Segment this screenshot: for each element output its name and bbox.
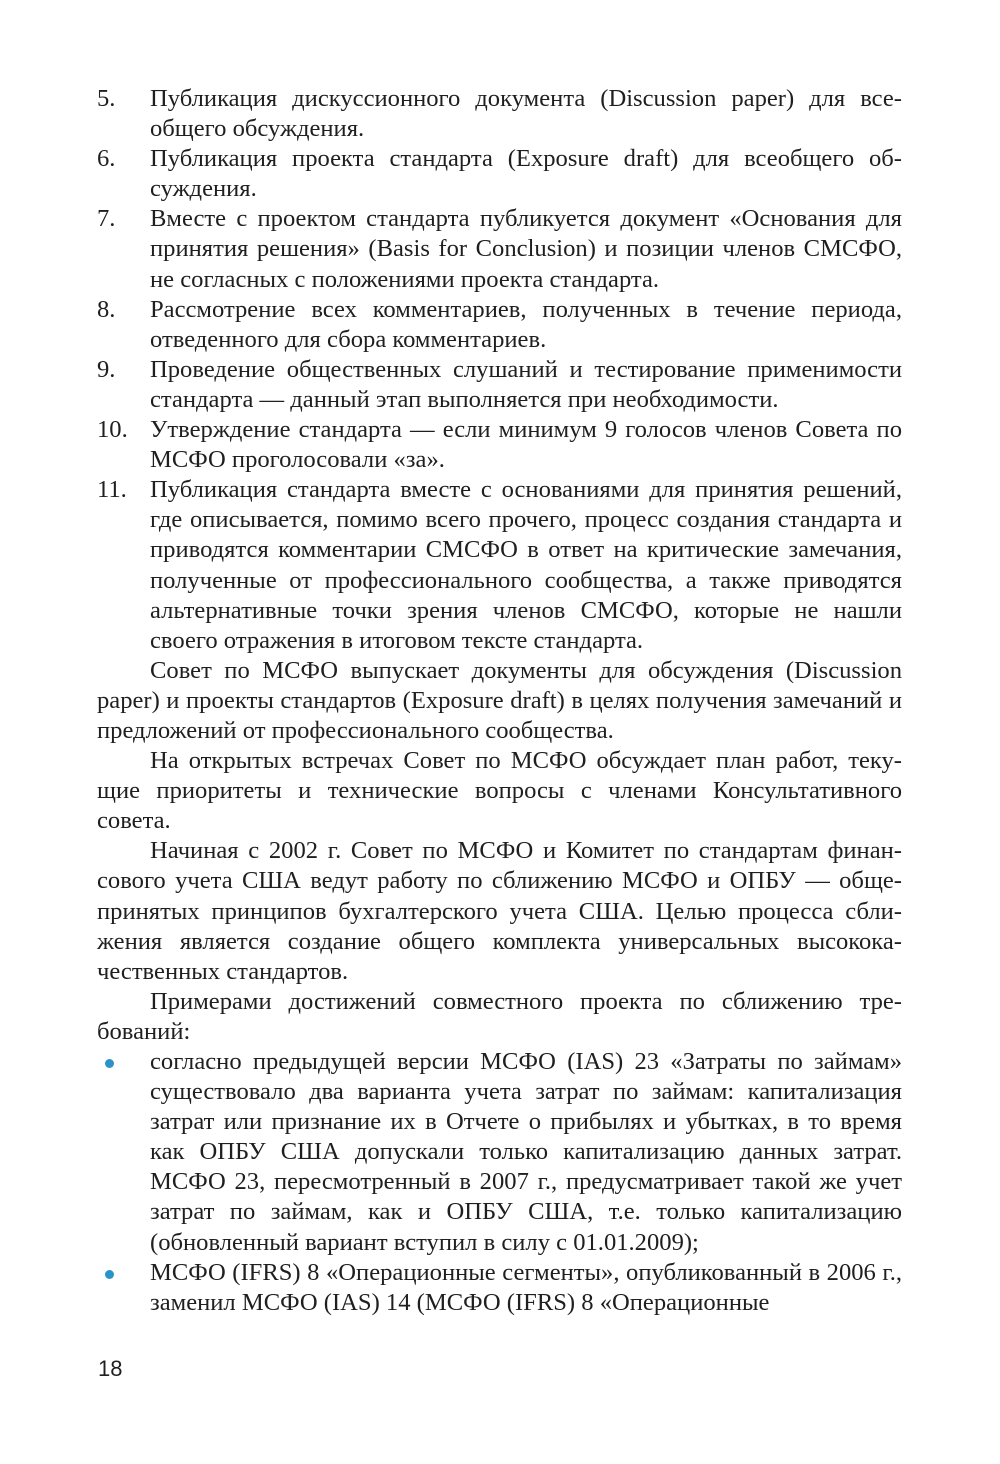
bullet-item <box>97 1047 902 1258</box>
list-text: Утверждение стандарта — если минимум 9 голосов членов Совета по МСФО проголосовали «за». <box>150 416 902 474</box>
list-item <box>97 355 902 415</box>
list-number: 7. <box>97 205 116 233</box>
bullet-item <box>97 1258 902 1318</box>
list-number: 11. <box>97 476 127 504</box>
list-item <box>97 475 902 656</box>
list-text: Публикация проекта стандарта (Exposure draft) для всеобщего обсуждения. <box>150 145 902 203</box>
paragraph-discussion-documents: Совет по МСФО выпускает документы для обсуждения (Discussion paper) и проекты стандартов (Exposure draft) в целях получения замечаний и предложений от профессионального сообщества. <box>97 656 902 744</box>
list-text: Вместе с проектом стандарта публикуется документ «Основания для принятия решения» (Basis for Conclusion) и позиции членов СМСФО, не согласных с положениями проекта стандарта. <box>150 205 902 293</box>
list-number: 9. <box>97 355 116 383</box>
list-text: Проведение общественных слушаний и тестирование применимости стандарта — данный этап выполняется при необходимости. <box>150 355 902 413</box>
list-item <box>97 204 902 294</box>
list-item <box>97 144 902 204</box>
list-item <box>97 84 902 144</box>
bullet-text: МСФО (IFRS) 8 «Операционные сегменты», опубликованный в 2006 г., заменил МСФО (IAS) 14 (МСФО (IFRS) 8 «Операционные <box>150 1258 902 1316</box>
list-number: 6. <box>97 145 116 173</box>
list-number: 10. <box>97 416 128 444</box>
list-item <box>97 295 902 355</box>
list-text: Публикация стандарта вместе с основаниями для принятия решений, где описывается, помимо всего прочего, процесс создания стандарта и приводятся комментарии СМСФО в ответ на критические замечания, полученные от профессионального сообщества, а также приводятся альтернативные точки зрения членов СМСФО, которые не нашли своего отражения в итоговом тексте стандарта. <box>150 476 902 654</box>
paragraph-convergence: Начиная с 2002 г. Совет по МСФО и Комитет по стандартам финансового учета США ведут работу по сближению МСФО и ОПБУ — общепринятых принципов бухгалтерского учета США. Целью процесса сближения является создание общего комплекта универсальных высококачественных стандартов. <box>97 837 902 985</box>
paragraph-examples-intro: Примерами достижений совместного проекта по сближению требований: <box>97 987 902 1045</box>
list-text: Публикация дискуссионного документа (Discussion paper) для всеобщего обсуждения. <box>150 85 902 143</box>
bullet-dot-icon <box>105 1059 114 1068</box>
list-number: 5. <box>97 85 116 112</box>
paragraph-open-meetings: На открытых встречах Совет по МСФО обсуждает план работ, текущие приоритеты и технические вопросы с членами Консультативного совета. <box>97 747 902 835</box>
bullet-text: согласно предыдущей версии МСФО (IAS) 23 «Затраты по займам» существовало два варианта учета затрат по займам: капитализация затрат или признание их в Отчете о прибылях и убытках, в то время как ОПБУ США допускали только капитализацию данных затрат. МСФО 23, пересмотренный в 2007 г., предусматривает такой же учет затрат по займам, как и ОПБУ США, т.е. только капитализацию (обновленный вариант вступил в силу с 01.01.2009); <box>150 1048 902 1256</box>
list-item <box>97 415 902 475</box>
body-text <box>97 84 902 1318</box>
page-number: 18 <box>98 1356 123 1381</box>
list-text: Рассмотрение всех комментариев, полученных в течение периода, отведенного для сбора комментариев. <box>150 295 902 353</box>
list-number: 8. <box>97 295 116 323</box>
bullet-dot-icon <box>105 1270 114 1279</box>
